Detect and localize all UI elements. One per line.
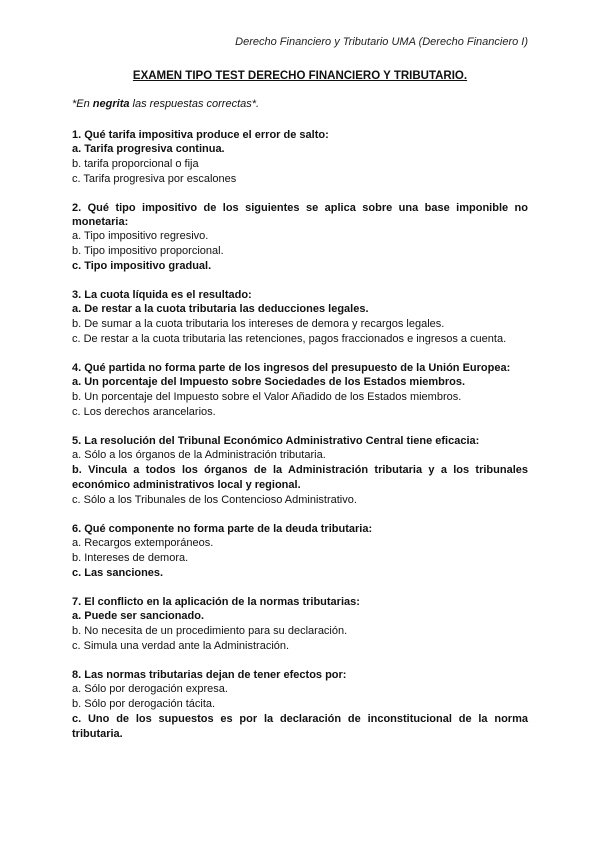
option-correct: b. Vincula a todos los órganos de la Administración tributaria y a los tribunales económico administrativos local y regional.: [72, 464, 528, 491]
option: c. De restar a la cuota tributaria las retenciones, pagos fraccionados e ingresos a cuenta.: [72, 333, 507, 345]
option: b. Sólo por derogación tácita.: [72, 698, 216, 710]
option-correct: a. Puede ser sancionado.: [72, 610, 205, 622]
legend-note-prefix: *En: [72, 98, 93, 110]
option-correct: c. Tipo impositivo gradual.: [72, 260, 212, 272]
option: c. Tarifa progresiva por escalones: [72, 173, 237, 185]
legend-note: [72, 98, 528, 110]
question-text: 8. Las normas tributarias dejan de tener efectos por:: [72, 669, 347, 681]
option-correct: a. Tarifa progresiva continua.: [72, 143, 225, 155]
option: c. Los derechos arancelarios.: [72, 406, 216, 418]
document-body: [72, 70, 528, 756]
question-5: [72, 434, 528, 508]
question-text: 5. La resolución del Tribunal Económico Administrativo Central tiene eficacia:: [72, 435, 480, 447]
option-correct: c. Las sanciones.: [72, 567, 164, 579]
question-text: 3. La cuota líquida es el resultado:: [72, 289, 252, 301]
option-correct: c. Uno de los supuestos es por la declaración de inconstitucional de la norma tributaria.: [72, 713, 528, 740]
question-text: 1. Qué tarifa impositiva produce el error de salto:: [72, 129, 329, 141]
legend-note-suffix: las respuestas correctas*.: [129, 98, 260, 110]
option-correct: a. Un porcentaje del Impuesto sobre Sociedades de los Estados miembros.: [72, 376, 466, 388]
document-title: EXAMEN TIPO TEST DERECHO FINANCIERO Y TRIBUTARIO.: [132, 70, 468, 82]
question-6: [72, 522, 528, 581]
question-8: [72, 668, 528, 742]
question-text: 2. Qué tipo impositivo de los siguientes se aplica sobre una base imponible no monetaria:: [72, 202, 528, 228]
question-3: [72, 288, 528, 347]
option: b. De sumar a la cuota tributaria los intereses de demora y recargos legales.: [72, 318, 445, 330]
option: c. Simula una verdad ante la Administración.: [72, 640, 290, 652]
question-1: [72, 128, 528, 187]
option: c. Sólo a los Tribunales de los Contencioso Administrativo.: [72, 494, 357, 506]
question-2: [72, 201, 528, 274]
legend-note-bold: negrita: [92, 98, 130, 110]
question-7: [72, 595, 528, 654]
question-4: [72, 361, 528, 420]
question-text: 6. Qué componente no forma parte de la deuda tributaria:: [72, 523, 373, 535]
option: b. tarifa proporcional o fija: [72, 158, 199, 170]
question-text: 4. Qué partida no forma parte de los ingresos del presupuesto de la Unión Europea:: [72, 362, 511, 374]
option: a. Sólo a los órganos de la Administración tributaria.: [72, 449, 326, 461]
option: b. No necesita de un procedimiento para su declaración.: [72, 625, 348, 637]
question-text: 7. El conflicto en la aplicación de la normas tributarias:: [72, 596, 360, 608]
option-correct: a. De restar a la cuota tributaria las deducciones legales.: [72, 303, 369, 315]
option: a. Tipo impositivo regresivo.: [72, 230, 209, 242]
option: b. Un porcentaje del Impuesto sobre el Valor Añadido de los Estados miembros.: [72, 391, 462, 403]
option: b. Tipo impositivo proporcional.: [72, 245, 224, 257]
option: a. Sólo por derogación expresa.: [72, 683, 228, 695]
option: b. Intereses de demora.: [72, 552, 189, 564]
option: a. Recargos extemporáneos.: [72, 537, 214, 549]
running-header: Derecho Financiero y Tributario UMA (Derecho Financiero I): [235, 36, 528, 48]
